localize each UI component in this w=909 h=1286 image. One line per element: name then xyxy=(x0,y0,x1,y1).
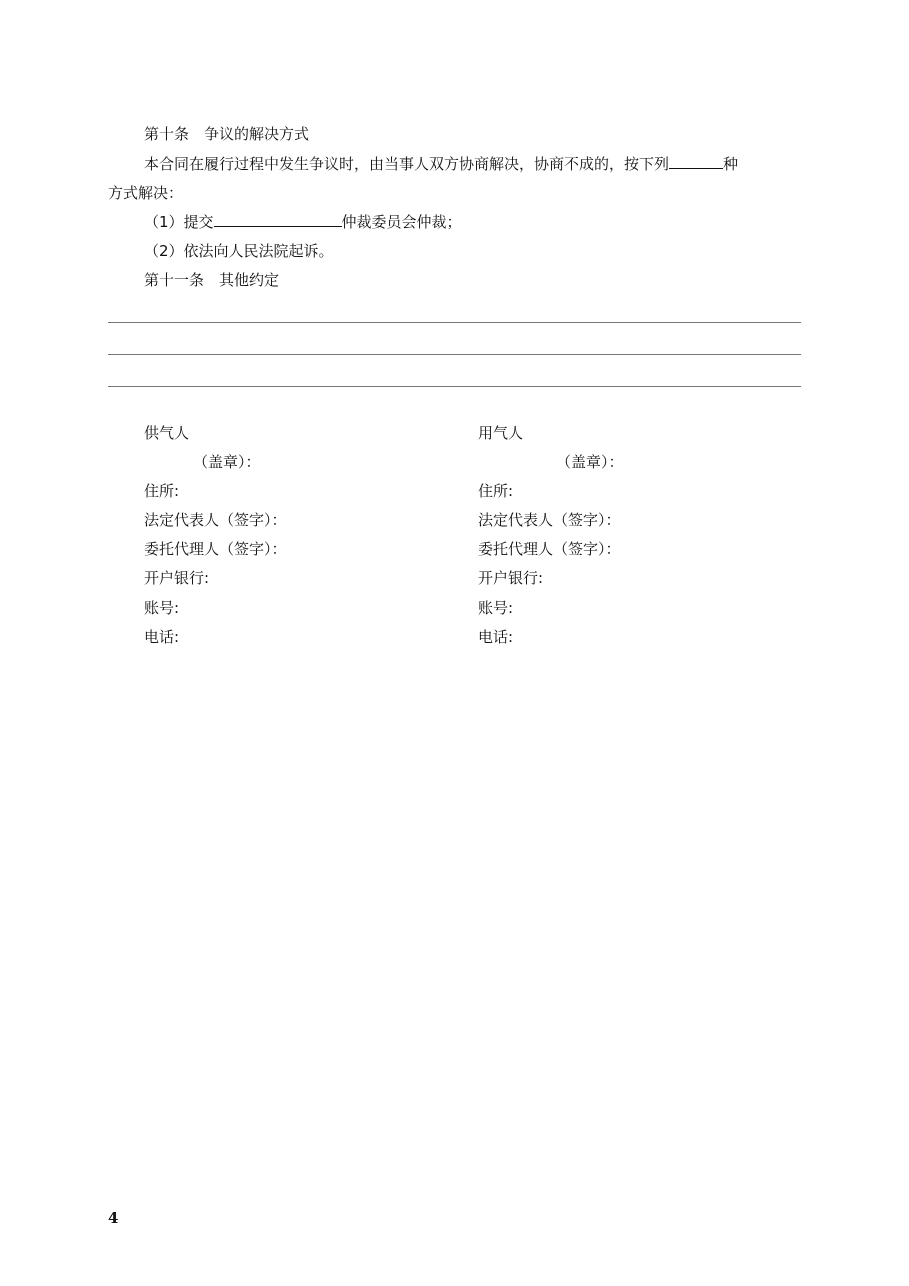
user-phone: 电话: xyxy=(478,628,514,646)
article-10-heading: 第十条 争议的解决方式 xyxy=(144,125,310,143)
article-10-body-text: 本合同在履行过程中发生争议时，由当事人双方协商解决，协商不成的，按下列 xyxy=(144,155,670,173)
page-number: 4 xyxy=(108,1209,119,1227)
article-10-option-2: （2）依法向人民法院起诉。 xyxy=(144,242,334,260)
other-agreement-line-2 xyxy=(108,354,801,355)
article-10-body-suffix: 种 xyxy=(723,155,739,173)
user-legal-rep: 法定代表人（签字）： xyxy=(478,511,621,529)
supplier-bank: 开户银行: xyxy=(144,569,210,587)
method-count-blank xyxy=(669,154,723,169)
supplier-account: 账号: xyxy=(144,599,180,617)
article-10-body-line-1 xyxy=(144,154,738,174)
arbitration-committee-blank xyxy=(214,212,342,227)
option-1-prefix: （1）提交 xyxy=(144,213,214,231)
other-agreement-line-3 xyxy=(108,386,801,387)
user-address: 住所: xyxy=(478,482,514,500)
user-account: 账号: xyxy=(478,599,514,617)
user-title: 用气人 xyxy=(478,424,524,442)
other-agreement-line-1 xyxy=(108,322,801,323)
supplier-seal: （盖章）： xyxy=(193,453,261,471)
supplier-phone: 电话: xyxy=(144,628,180,646)
supplier-legal-rep: 法定代表人（签字）： xyxy=(144,511,287,529)
supplier-title: 供气人 xyxy=(144,424,190,442)
article-11-heading: 第十一条 其他约定 xyxy=(144,271,280,289)
article-10-body-line-2: 方式解决： xyxy=(108,184,184,202)
article-10-option-1 xyxy=(144,212,462,232)
option-1-suffix: 仲裁委员会仲裁； xyxy=(341,213,462,231)
user-agent: 委托代理人（签字）： xyxy=(478,540,621,558)
supplier-agent: 委托代理人（签字）： xyxy=(144,540,287,558)
user-seal: （盖章）： xyxy=(556,453,624,471)
user-bank: 开户银行: xyxy=(478,569,544,587)
supplier-address: 住所: xyxy=(144,482,180,500)
